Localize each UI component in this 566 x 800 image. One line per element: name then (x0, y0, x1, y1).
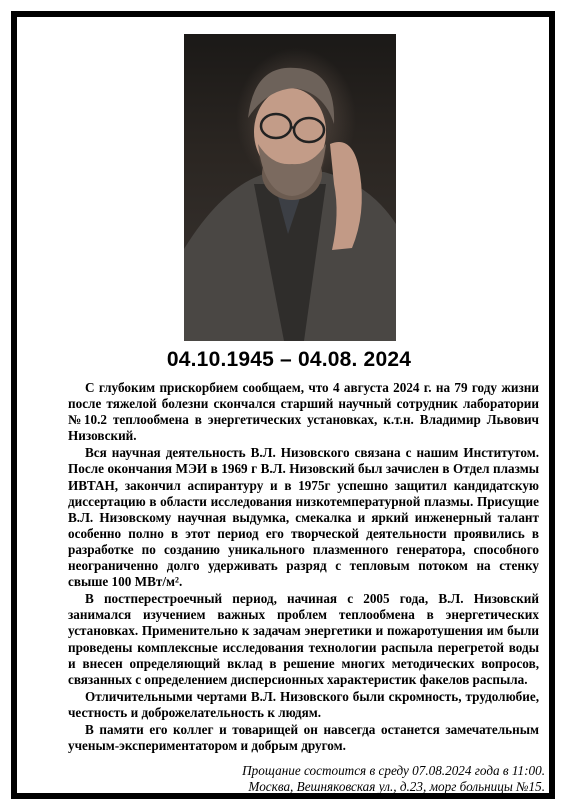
obituary-text (68, 380, 539, 755)
paragraph-traits: Отличительными чертами В.Л. Низовского были скромность, трудолюбие, честность и доброжелательность к людям. (68, 688, 539, 720)
portrait-photo (184, 34, 396, 341)
paragraph-announcement: С глубоким прискорбием сообщаем, что 4 августа 2024 г. на 79 году жизни после тяжелой болезни скончался старший научный сотрудник лаборатории №10.2 теплообмена в энергетических установках, к.т.н. Владимир Львович Низовский. (68, 380, 539, 444)
farewell-address: Москва, Вешняковская ул., д.23, морг больницы №15. (248, 779, 545, 794)
paragraph-memory: В памяти его коллег и товарищей он навсегда останется замечательным ученым-экспериментатором и добрым другом. (68, 721, 539, 754)
farewell-notice (77, 763, 545, 795)
mourning-frame (11, 11, 555, 799)
paragraph-career: Вся научная деятельность В.Л. Низовского связана с нашим Институтом. После окончания МЭИ в 1969 г В.Л. Низовский был зачислен в Отдел плазмы ИВТАН, закончил аспирантуру и в 1975г успешно защитил кандидатскую диссертацию в области исследования низкотемпературной плазмы. Присущие В.Л. Низовскому научная выдумка, смекалка и яркий инженерный талант особенно полно в этот период его творческой деятельности проявились в разработке по созданию уникального плазменного генератора, способного неограниченно долго удерживать разряд с тепловым потоком на стенку свыше 100 МВт/м². (68, 445, 539, 590)
paragraph-research: В постперестроечный период, начиная с 2005 года, В.Л. Низовский занимался изучением важных проблем теплообмена в энергетических установках. Применительно к задачам энергетики и пожаротушения им были проведены комплексные исследования технологии распыла перегретой воды и внесен определяющий вклад в решение многих методических вопросов, связанных с определением дисперсионных характеристик факелов распыла. (68, 591, 539, 687)
life-dates-heading: 04.10.1945 – 04.08. 2024 (166, 348, 412, 371)
portrait-illustration (184, 34, 396, 341)
farewell-time: Прощание состоится в среду 07.08.2024 года в 11:00. (242, 763, 545, 778)
